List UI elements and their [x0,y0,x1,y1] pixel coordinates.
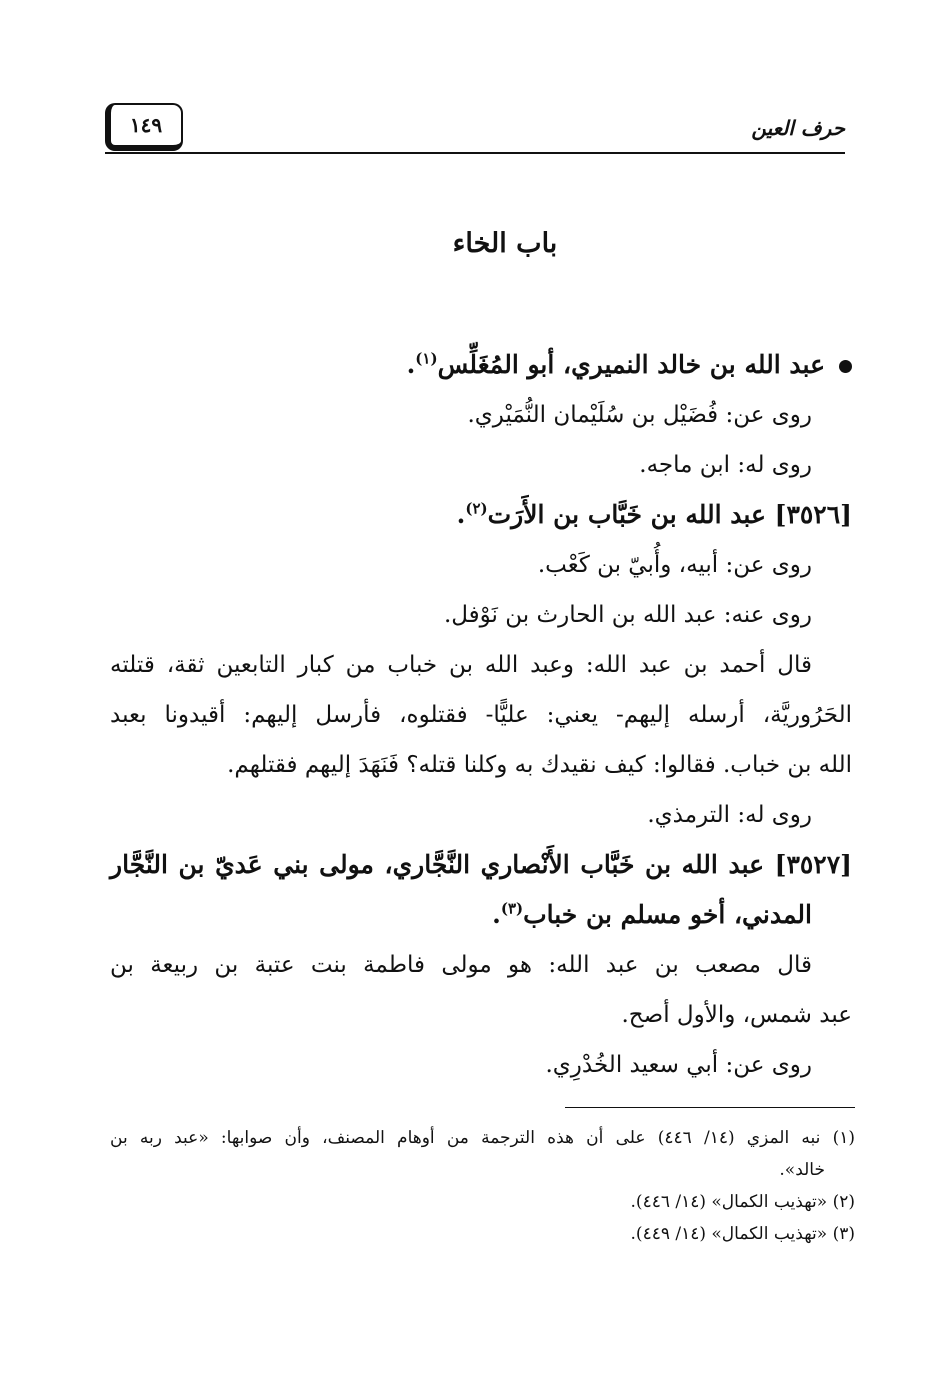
text-line: روى عن: فُضَيْل بن سُلَيْمان النُّمَيْري. [467,402,812,428]
entry-heading-cont: المدني، أخو مسلم بن خباب$^{(٣)}$. [492,899,812,929]
footnote-ref: (١) [415,349,438,368]
page-number: ١٤٩ [129,113,163,137]
footnote-ref: (٢) [465,499,488,518]
text-line: روى له: الترمذي. [647,802,812,828]
text-line: روى عن: أبيه، وأُبيّ بن كَعْب. [537,552,812,578]
bullet-icon [839,360,852,373]
body-text [110,340,852,1090]
footnote-continuation: خالد». [779,1160,825,1180]
running-head: حرف العين [751,116,845,140]
text-line: روى عن: أبي سعيد الخُدْرِي. [545,1052,812,1078]
footnote-rule [565,1107,855,1108]
entry-heading: [٣٥٢٦] عبد الله بن خَبَّاب بن الأَرَت$^{(٢)}$. [456,499,852,529]
text-line: الحَرُوريَّة، أرسله إليهم- يعني: عليًّا- فقتلوه، فأرسل إليهم: أقيدونا بعبد [110,702,852,728]
footnote: (٣) «تهذيب الكمال» (١٤/ ٤٤٩). [630,1224,855,1244]
header-rule [105,152,845,154]
footnote: (٢) «تهذيب الكمال» (١٤/ ٤٤٦). [630,1192,855,1212]
text-line: روى عنه: عبد الله بن الحارث بن نَوْفل. [443,602,812,628]
text-line: روى له: ابن ماجه. [639,452,812,478]
footnote: (١) نبه المزي (١٤/ ٤٤٦) على أن هذه الترجمة من أوهام المصنف، وأن صوابها: «عبد ربه بن [110,1128,855,1148]
entry-heading: [٣٥٢٧] عبد الله بن خَبَّاب الأَنْصاري النَّجَّاري، مولى بني عَديّ بن النَّجَّار [110,850,852,879]
text-line: قال أحمد بن عبد الله: وعبد الله بن خباب من كبار التابعين ثقة، قتلته [110,652,812,678]
footnote-ref: (٣) [500,899,524,918]
entry-heading: عبد الله بن خالد النميري، أبو المُغَلِّس$^{(١)}$. [110,340,852,390]
footnotes [110,1122,855,1250]
text-line: عبد شمس، والأول أصح. [621,1002,852,1028]
text-line: الله بن خباب. فقالوا: كيف نقيدك به وكلنا قتله؟ فَنَهَدَ إليهم فقتلهم. [227,752,852,778]
page-number-box [105,103,183,151]
section-title: باب الخاء [452,228,558,259]
text-line: قال مصعب بن عبد الله: هو مولى فاطمة بنت عتبة بن ربيعة بن [110,952,812,978]
